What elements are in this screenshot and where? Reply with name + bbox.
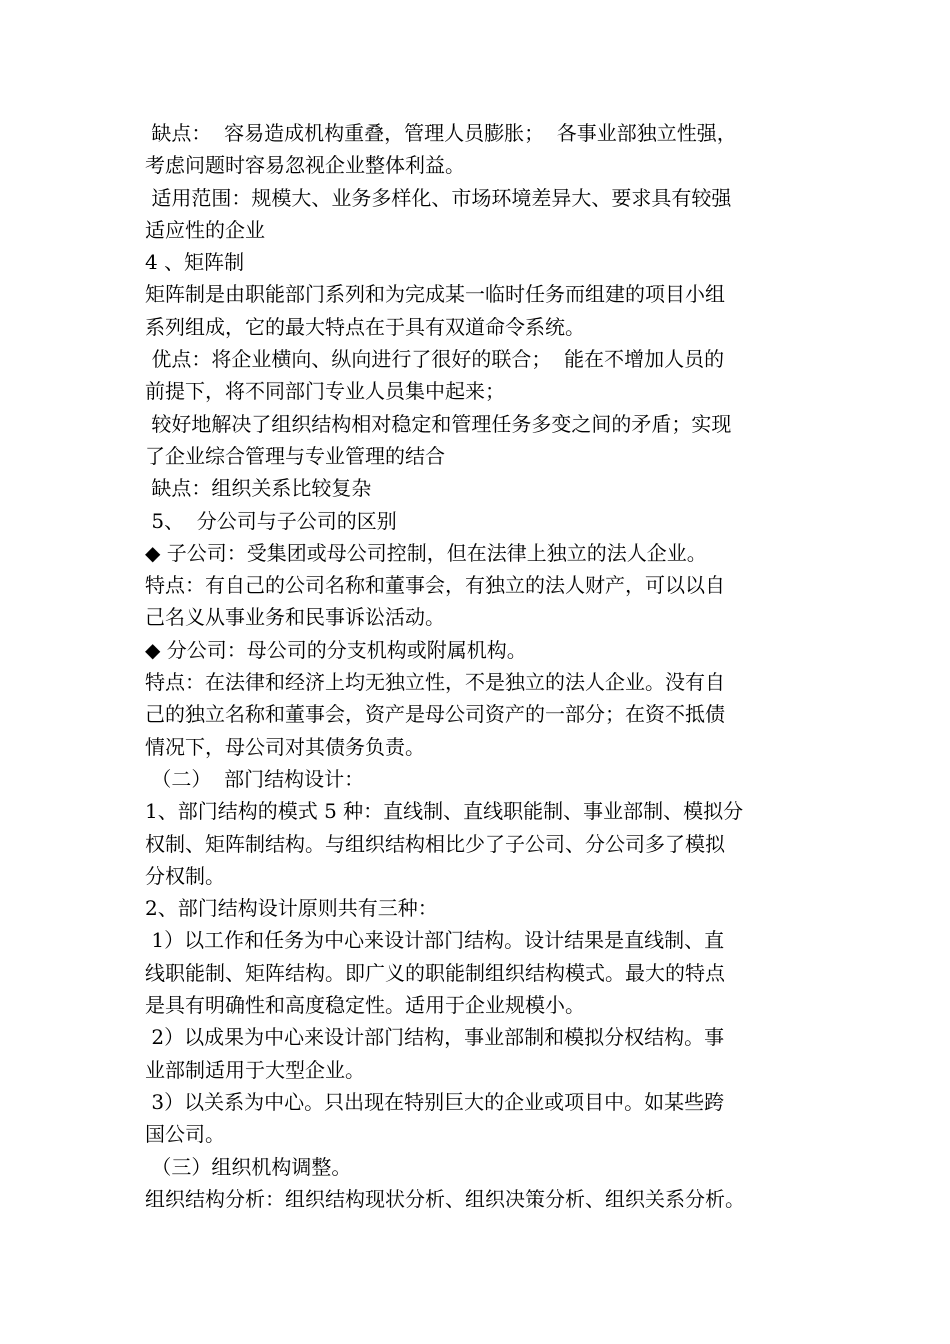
- text-line: 特点：在法律和经济上均无独立性，不是独立的法人企业。没有自: [145, 670, 725, 695]
- text-line: 适用范围：规模大、业务多样化、市场环境差异大、要求具有较强: [145, 185, 732, 210]
- text-line: 较好地解决了组织结构相对稳定和管理任务多变之间的矛盾；实现: [145, 411, 732, 436]
- section-heading: 5、 分公司与子公司的区别: [145, 508, 397, 533]
- text-line: 权制、矩阵制结构。与组织结构相比少了子公司、分公司多了模拟: [145, 831, 725, 856]
- text-line: 系列组成，它的最大特点在于具有双道命令系统。: [145, 314, 585, 339]
- text-line: 适应性的企业: [145, 217, 265, 242]
- text-line: 2）以成果为中心来设计部门结构，事业部制和模拟分权结构。事: [145, 1025, 725, 1050]
- text-line: 特点：有自己的公司名称和董事会，有独立的法人财产，可以以自: [145, 573, 725, 598]
- text-line: 是具有明确性和高度稳定性。适用于企业规模小。: [145, 993, 585, 1018]
- text-line: 1、部门结构的模式 5 种：直线制、直线职能制、事业部制、模拟分: [145, 799, 744, 824]
- bullet-line: ◆ 子公司：受集团或母公司控制，但在法律上独立的法人企业。: [145, 540, 707, 565]
- text-line: 己名义从事业务和民事诉讼活动。: [145, 605, 445, 630]
- text-line: 己的独立名称和董事会，资产是母公司资产的一部分；在资不抵债: [145, 702, 725, 727]
- section-heading: 4 、矩阵制: [145, 250, 245, 275]
- text-line: 优点：将企业横向、纵向进行了很好的联合； 能在不增加人员的: [145, 347, 725, 372]
- section-heading: （二） 部门结构设计：: [145, 766, 365, 791]
- document-body: [145, 117, 810, 1215]
- text-line: 线职能制、矩阵结构。即广义的职能制组织结构模式。最大的特点: [145, 960, 725, 985]
- text-line: 矩阵制是由职能部门系列和为完成某一临时任务而组建的项目小组: [145, 282, 725, 307]
- text-line: 缺点：组织关系比较复杂: [145, 476, 372, 501]
- text-line: 2、部门结构设计原则共有三种：: [145, 896, 438, 921]
- text-line: 3）以关系为中心。只出现在特别巨大的企业或项目中。如某些跨: [145, 1089, 725, 1114]
- text-line: 业部制适用于大型企业。: [145, 1057, 365, 1082]
- text-line: 1）以工作和任务为中心来设计部门结构。设计结果是直线制、直: [145, 928, 725, 953]
- text-line: 情况下，母公司对其债务负责。: [145, 734, 425, 759]
- text-line: 前提下，将不同部门专业人员集中起来；: [145, 379, 505, 404]
- text-line: 组织结构分析：组织结构现状分析、组织决策分析、组织关系分析。: [145, 1186, 745, 1211]
- text-line: 缺点： 容易造成机构重叠，管理人员膨胀； 各事业部独立性强，: [145, 121, 737, 145]
- section-heading: （三）组织机构调整。: [145, 1154, 352, 1179]
- text-line: 分权制。: [145, 863, 225, 888]
- text-line: 考虑问题时容易忽视企业整体利益。: [145, 153, 465, 178]
- text-line: 了企业综合管理与专业管理的结合: [145, 443, 445, 468]
- text-line: 国公司。: [145, 1122, 225, 1147]
- bullet-line: ◆ 分公司：母公司的分支机构或附属机构。: [145, 637, 527, 662]
